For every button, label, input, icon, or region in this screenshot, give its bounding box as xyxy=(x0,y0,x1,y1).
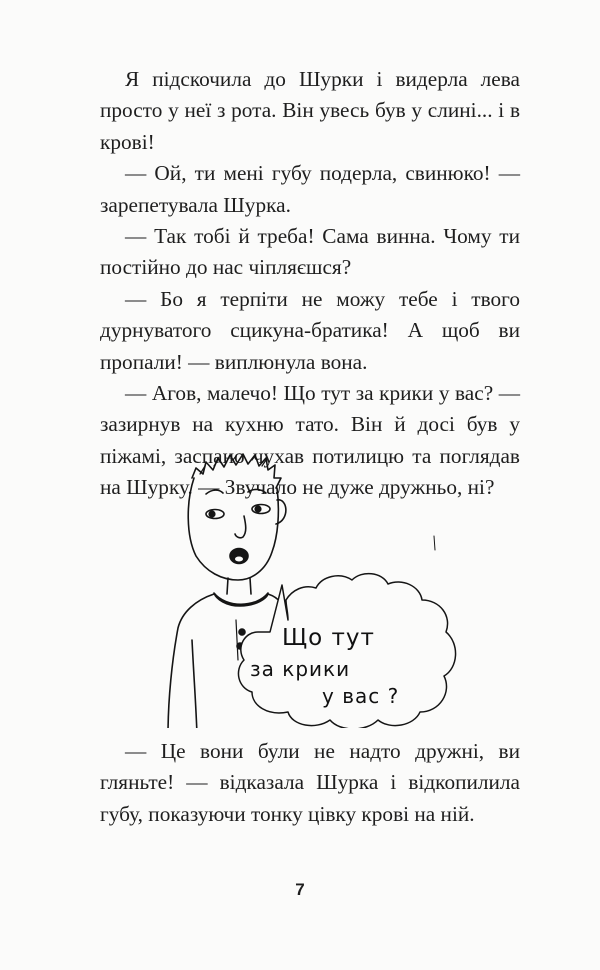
top-text-block xyxy=(100,64,520,504)
shirt xyxy=(168,594,214,728)
paragraph-2: — Ой, ти мені губу подерла, свинюко! — зарепетувала Шурка. xyxy=(100,161,520,217)
paragraph-6: — Це вони були не надто дружні, ви гляньте! — відказала Шурка і відкопилила губу, показуючи тонку цівку крові на ній. xyxy=(100,739,520,826)
nose xyxy=(235,516,246,538)
paragraph-3: — Так тобі й треба! Сама винна. Чому ти постійно до нас чіпляєшся? xyxy=(100,224,520,280)
eyebrow xyxy=(248,489,266,493)
bottom-text-block xyxy=(100,736,520,830)
speech-bubble-line-3: у вас ? xyxy=(322,684,400,708)
paragraph-1: Я підскочила до Шурки і видерла лева просто у неї з рота. Він увесь був у слині... і в крові! xyxy=(100,67,520,154)
head xyxy=(188,478,278,580)
collar xyxy=(214,593,268,606)
paragraph-5: — Агов, малечо! Що тут за крики у вас? — зазирнув на кухню тато. Він й досі був у піжамі, заспано чухав потилицю та поглядав на Шурку. — Звучало не дуже дружньо, ні? xyxy=(100,381,520,500)
shirt-button xyxy=(239,629,245,635)
paragraph-4: — Бо я терпіти не можу тебе і твого дурнуватого сцикуна-братика! А щоб ви пропали! — виплюнула вона. xyxy=(100,286,520,374)
eyebrow xyxy=(206,490,223,494)
speech-bubble-line-1: Що тут xyxy=(282,625,375,651)
page-number: 7 xyxy=(295,880,305,899)
hair xyxy=(192,454,281,488)
speech-bubble-line-2: за крики xyxy=(250,657,351,681)
ear xyxy=(276,500,286,524)
